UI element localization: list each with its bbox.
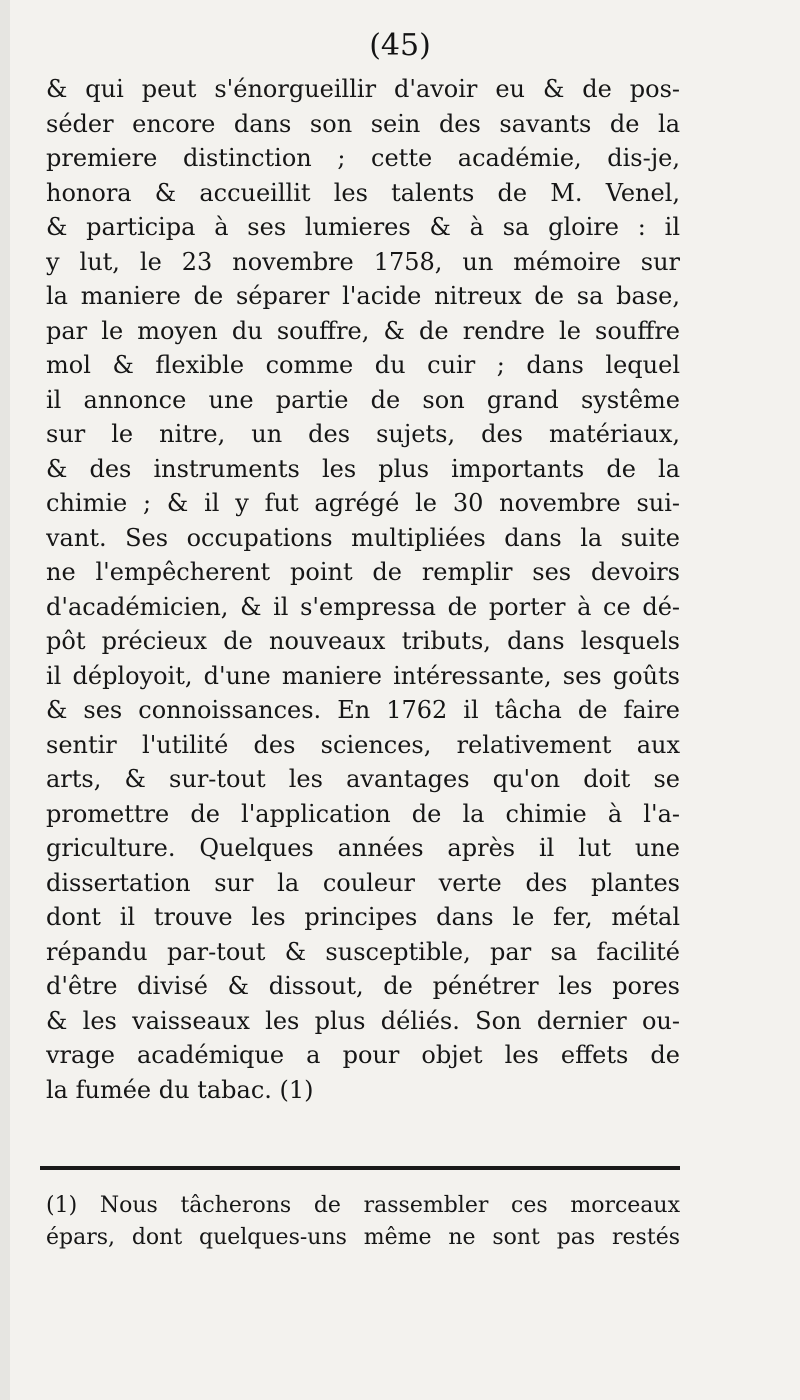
text-line: sur le nitre, un des sujets, des matériaux, [46, 420, 680, 448]
text-line: griculture. Quelques années après il lut une [46, 834, 680, 862]
text-line: d'être divisé & dissout, de pénétrer les pores [46, 972, 680, 1000]
text-line: premiere distinction ; cette académie, dis-je, [46, 144, 680, 172]
text-line: honora & accueillit les talents de M. Venel, [46, 178, 680, 207]
text-line: & ses connoissances. En 1762 il tâcha de faire [46, 696, 680, 724]
text-line: dissertation sur la couleur verte des plantes [46, 868, 680, 897]
text-line: sentir l'utilité des sciences, relativement aux [46, 730, 680, 759]
text-line: ne l'empêcherent point de remplir ses devoirs [46, 558, 680, 586]
text-line: répandu par-tout & susceptible, par sa facilité [46, 937, 680, 966]
page-edge-shadow [0, 0, 10, 1400]
text-line: il annonce une partie de son grand systême [46, 385, 680, 414]
text-line: promettre de l'application de la chimie à l'a- [46, 799, 680, 828]
text-line: & participa à ses lumieres & à sa gloire : il [46, 213, 680, 241]
text-line: & qui peut s'énorgueillir d'avoir eu & de pos- [46, 75, 680, 103]
text-line: par le moyen du souffre, & de rendre le souffre [46, 316, 680, 345]
text-line: la fumée du tabac. (1) [46, 1075, 314, 1104]
text-line: y lut, le 23 novembre 1758, un mémoire sur [46, 247, 680, 276]
page-number: (45) [369, 28, 431, 63]
text-line: chimie ; & il y fut agrégé le 30 novembre sui- [46, 489, 680, 517]
text-line: pôt précieux de nouveaux tributs, dans lesquels [46, 627, 680, 655]
footnote-line: (1) Nous tâcherons de rassembler ces morceaux [46, 1193, 680, 1218]
text-line: arts, & sur-tout les avantages qu'on doit se [46, 765, 680, 793]
footnote [46, 1190, 680, 1254]
text-line: séder encore dans son sein des savants de la [46, 109, 680, 138]
text-line: la maniere de séparer l'acide nitreux de sa base, [46, 282, 680, 310]
text-line: vrage académique a pour objet les effets de [46, 1041, 680, 1069]
text-line: mol & flexible comme du cuir ; dans lequel [46, 351, 680, 379]
text-line: & des instruments les plus importants de la [46, 454, 680, 483]
text-line: dont il trouve les principes dans le fer, métal [46, 903, 680, 931]
body-text [46, 72, 680, 1107]
text-line: il déployoit, d'une maniere intéressante, ses goûts [46, 661, 680, 690]
text-line: & les vaisseaux les plus déliés. Son dernier ou- [46, 1006, 680, 1035]
footnote-rule [40, 1166, 680, 1170]
text-line: vant. Ses occupations multipliées dans la suite [46, 523, 680, 552]
footnote-line: épars, dont quelques-uns même ne sont pas restés [46, 1225, 680, 1250]
text-line: d'académicien, & il s'empressa de porter à ce dé- [46, 592, 680, 621]
